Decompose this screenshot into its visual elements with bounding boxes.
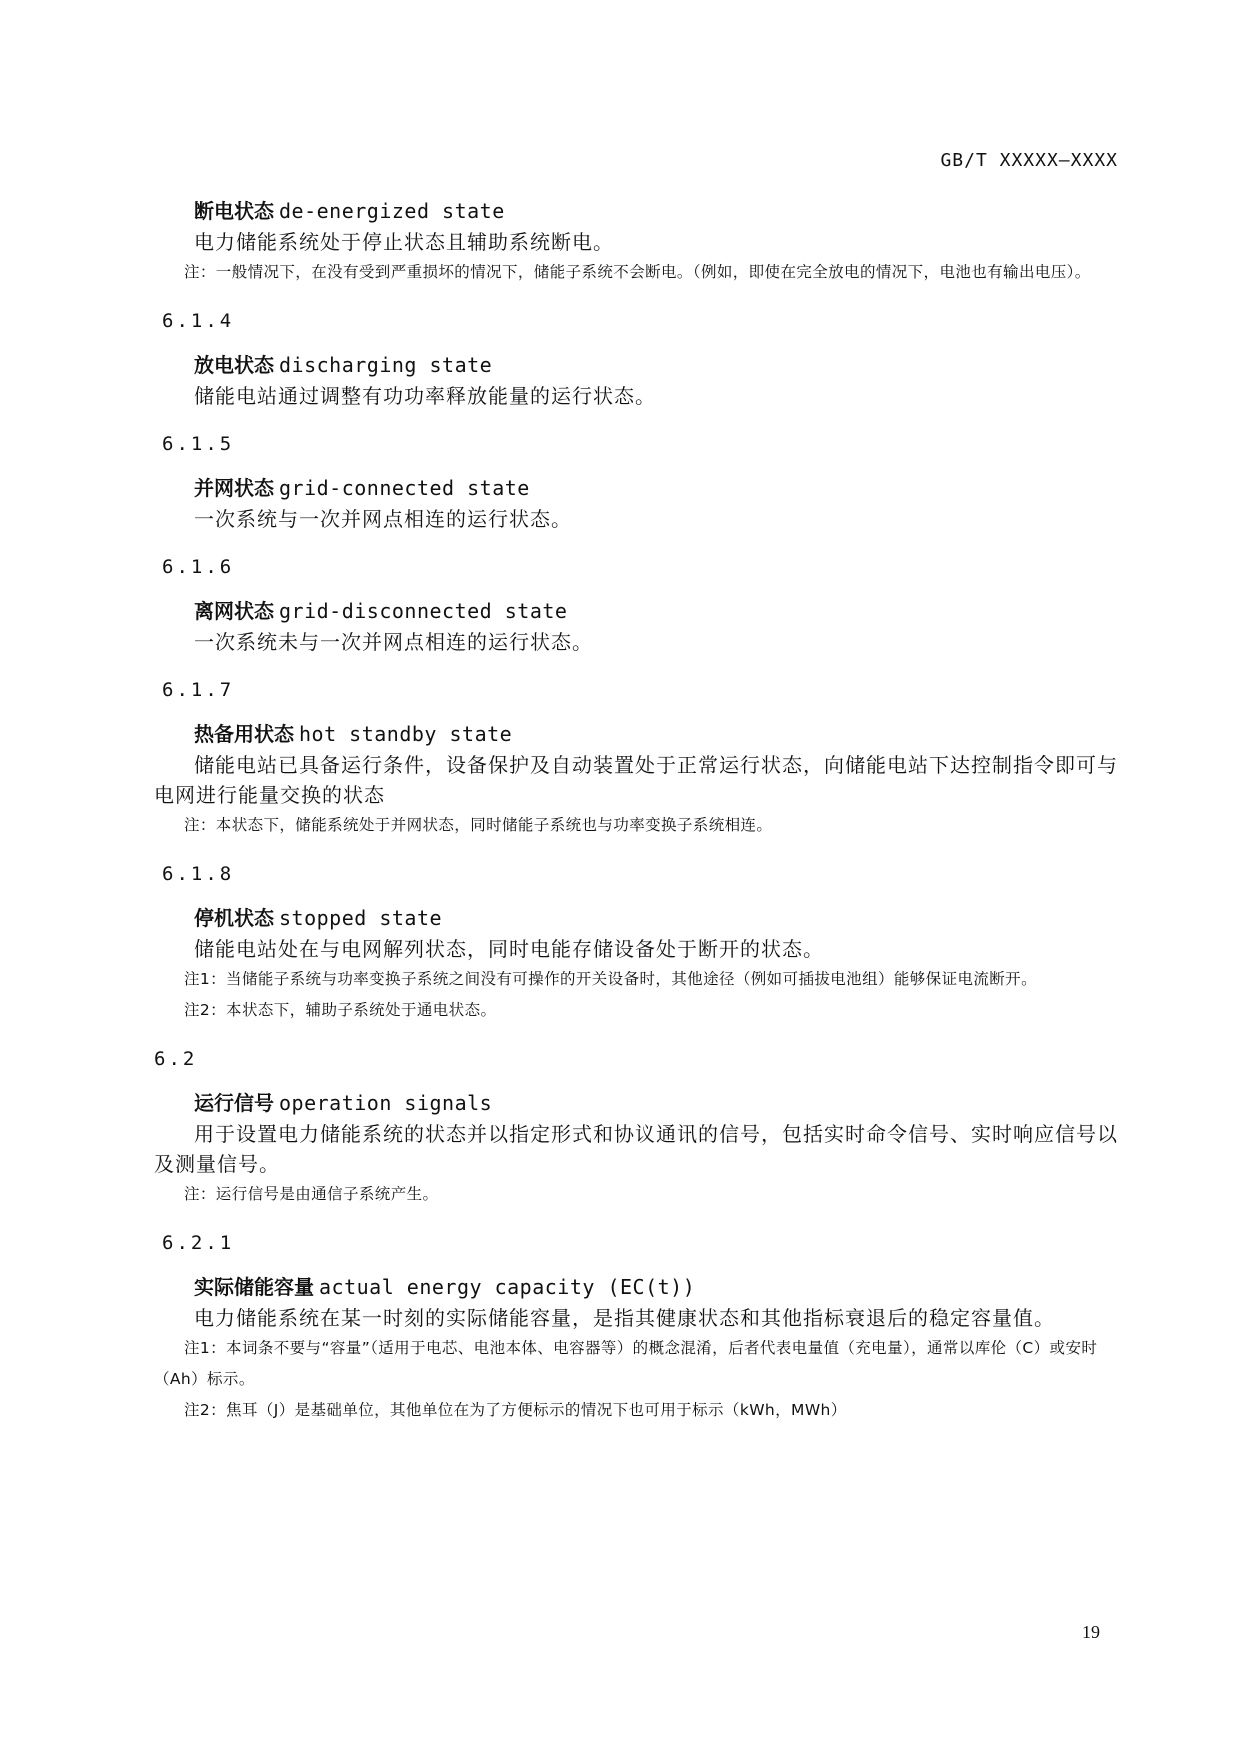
term-heading (194, 1088, 1119, 1119)
definition-text: 用于设置电力储能系统的状态并以指定形式和协议通讯的信号，包括实时命令信号、实时响应信号以及测量信号。 (154, 1122, 1118, 1176)
term-english: hot standby state (299, 722, 513, 746)
note-text: 注：本状态下，储能系统处于并网状态，同时储能子系统也与功率变换子系统相连。 (184, 816, 773, 834)
definition-text: 储能电站已具备运行条件，设备保护及自动装置处于正常运行状态，向储能电站下达控制指令即可与电网进行能量交换的状态 (154, 753, 1118, 807)
term-english: grid-connected state (279, 476, 530, 500)
clause-number: 6.1.6 (162, 556, 235, 578)
term-chinese: 运行信号 (194, 1091, 274, 1115)
note-text: 注1：本词条不要与“容量”（适用于电芯、电池本体、电容器等）的概念混淆，后者代表电量值（充电量），通常以库伦（C）或安时（Ah）标示。 (154, 1339, 1098, 1388)
term-heading (194, 596, 1119, 627)
definition-text: 储能电站处在与电网解列状态，同时电能存储设备处于断开的状态。 (194, 937, 824, 961)
definition-text: 一次系统与一次并网点相连的运行状态。 (194, 507, 572, 531)
term-english: operation signals (279, 1091, 493, 1115)
term-english: grid-disconnected state (279, 599, 568, 623)
clause-number: 6.1.7 (162, 679, 235, 701)
definition-text: 电力储能系统处于停止状态且辅助系统断电。 (194, 230, 614, 254)
clause-number: 6.2.1 (162, 1232, 235, 1254)
term-heading (194, 719, 1119, 750)
term-heading (194, 903, 1119, 934)
document-code: GB/T XXXXX—XXXX (940, 150, 1118, 171)
term-english: discharging state (279, 353, 493, 377)
clause-number: 6.1.4 (162, 310, 235, 332)
note-text: 注2：焦耳（J）是基础单位，其他单位在为了方便标示的情况下也可用于标示（kWh，MWh） (184, 1401, 847, 1419)
clause-number: 6.1.8 (162, 863, 235, 885)
term-chinese: 断电状态 (194, 199, 274, 223)
term-heading (194, 350, 1119, 381)
term-english: de-energized state (279, 199, 505, 223)
term-chinese: 热备用状态 (194, 722, 294, 746)
term-chinese: 离网状态 (194, 599, 274, 623)
term-heading (194, 196, 1119, 227)
term-english: stopped state (279, 906, 443, 930)
term-english: actual energy capacity (EC(t)) (319, 1275, 696, 1299)
definition-text: 一次系统未与一次并网点相连的运行状态。 (194, 630, 593, 654)
term-chinese: 放电状态 (194, 353, 274, 377)
term-chinese: 并网状态 (194, 476, 274, 500)
note-text: 注：一般情况下，在没有受到严重损坏的情况下，储能子系统不会断电。（例如，即使在完全放电的情况下，电池也有输出电压）。 (184, 263, 1091, 281)
term-heading (194, 1272, 1119, 1303)
note-text: 注：运行信号是由通信子系统产生。 (184, 1185, 439, 1203)
note-text: 注1：当储能子系统与功率变换子系统之间没有可操作的开关设备时，其他途径（例如可插拔电池组）能够保证电流断开。 (184, 970, 1037, 988)
term-chinese: 实际储能容量 (194, 1275, 314, 1299)
clause-number: 6.1.5 (162, 433, 235, 455)
clause-number: 6.2 (154, 1048, 198, 1070)
definition-text: 储能电站通过调整有功功率释放能量的运行状态。 (194, 384, 656, 408)
definition-text: 电力储能系统在某一时刻的实际储能容量，是指其健康状态和其他指标衰退后的稳定容量值。 (194, 1306, 1055, 1330)
term-heading (194, 473, 1119, 504)
page-number: 19 (1082, 1622, 1100, 1642)
document-body (154, 196, 1119, 1426)
note-text: 注2：本状态下，辅助子系统处于通电状态。 (184, 1001, 497, 1019)
term-chinese: 停机状态 (194, 906, 274, 930)
